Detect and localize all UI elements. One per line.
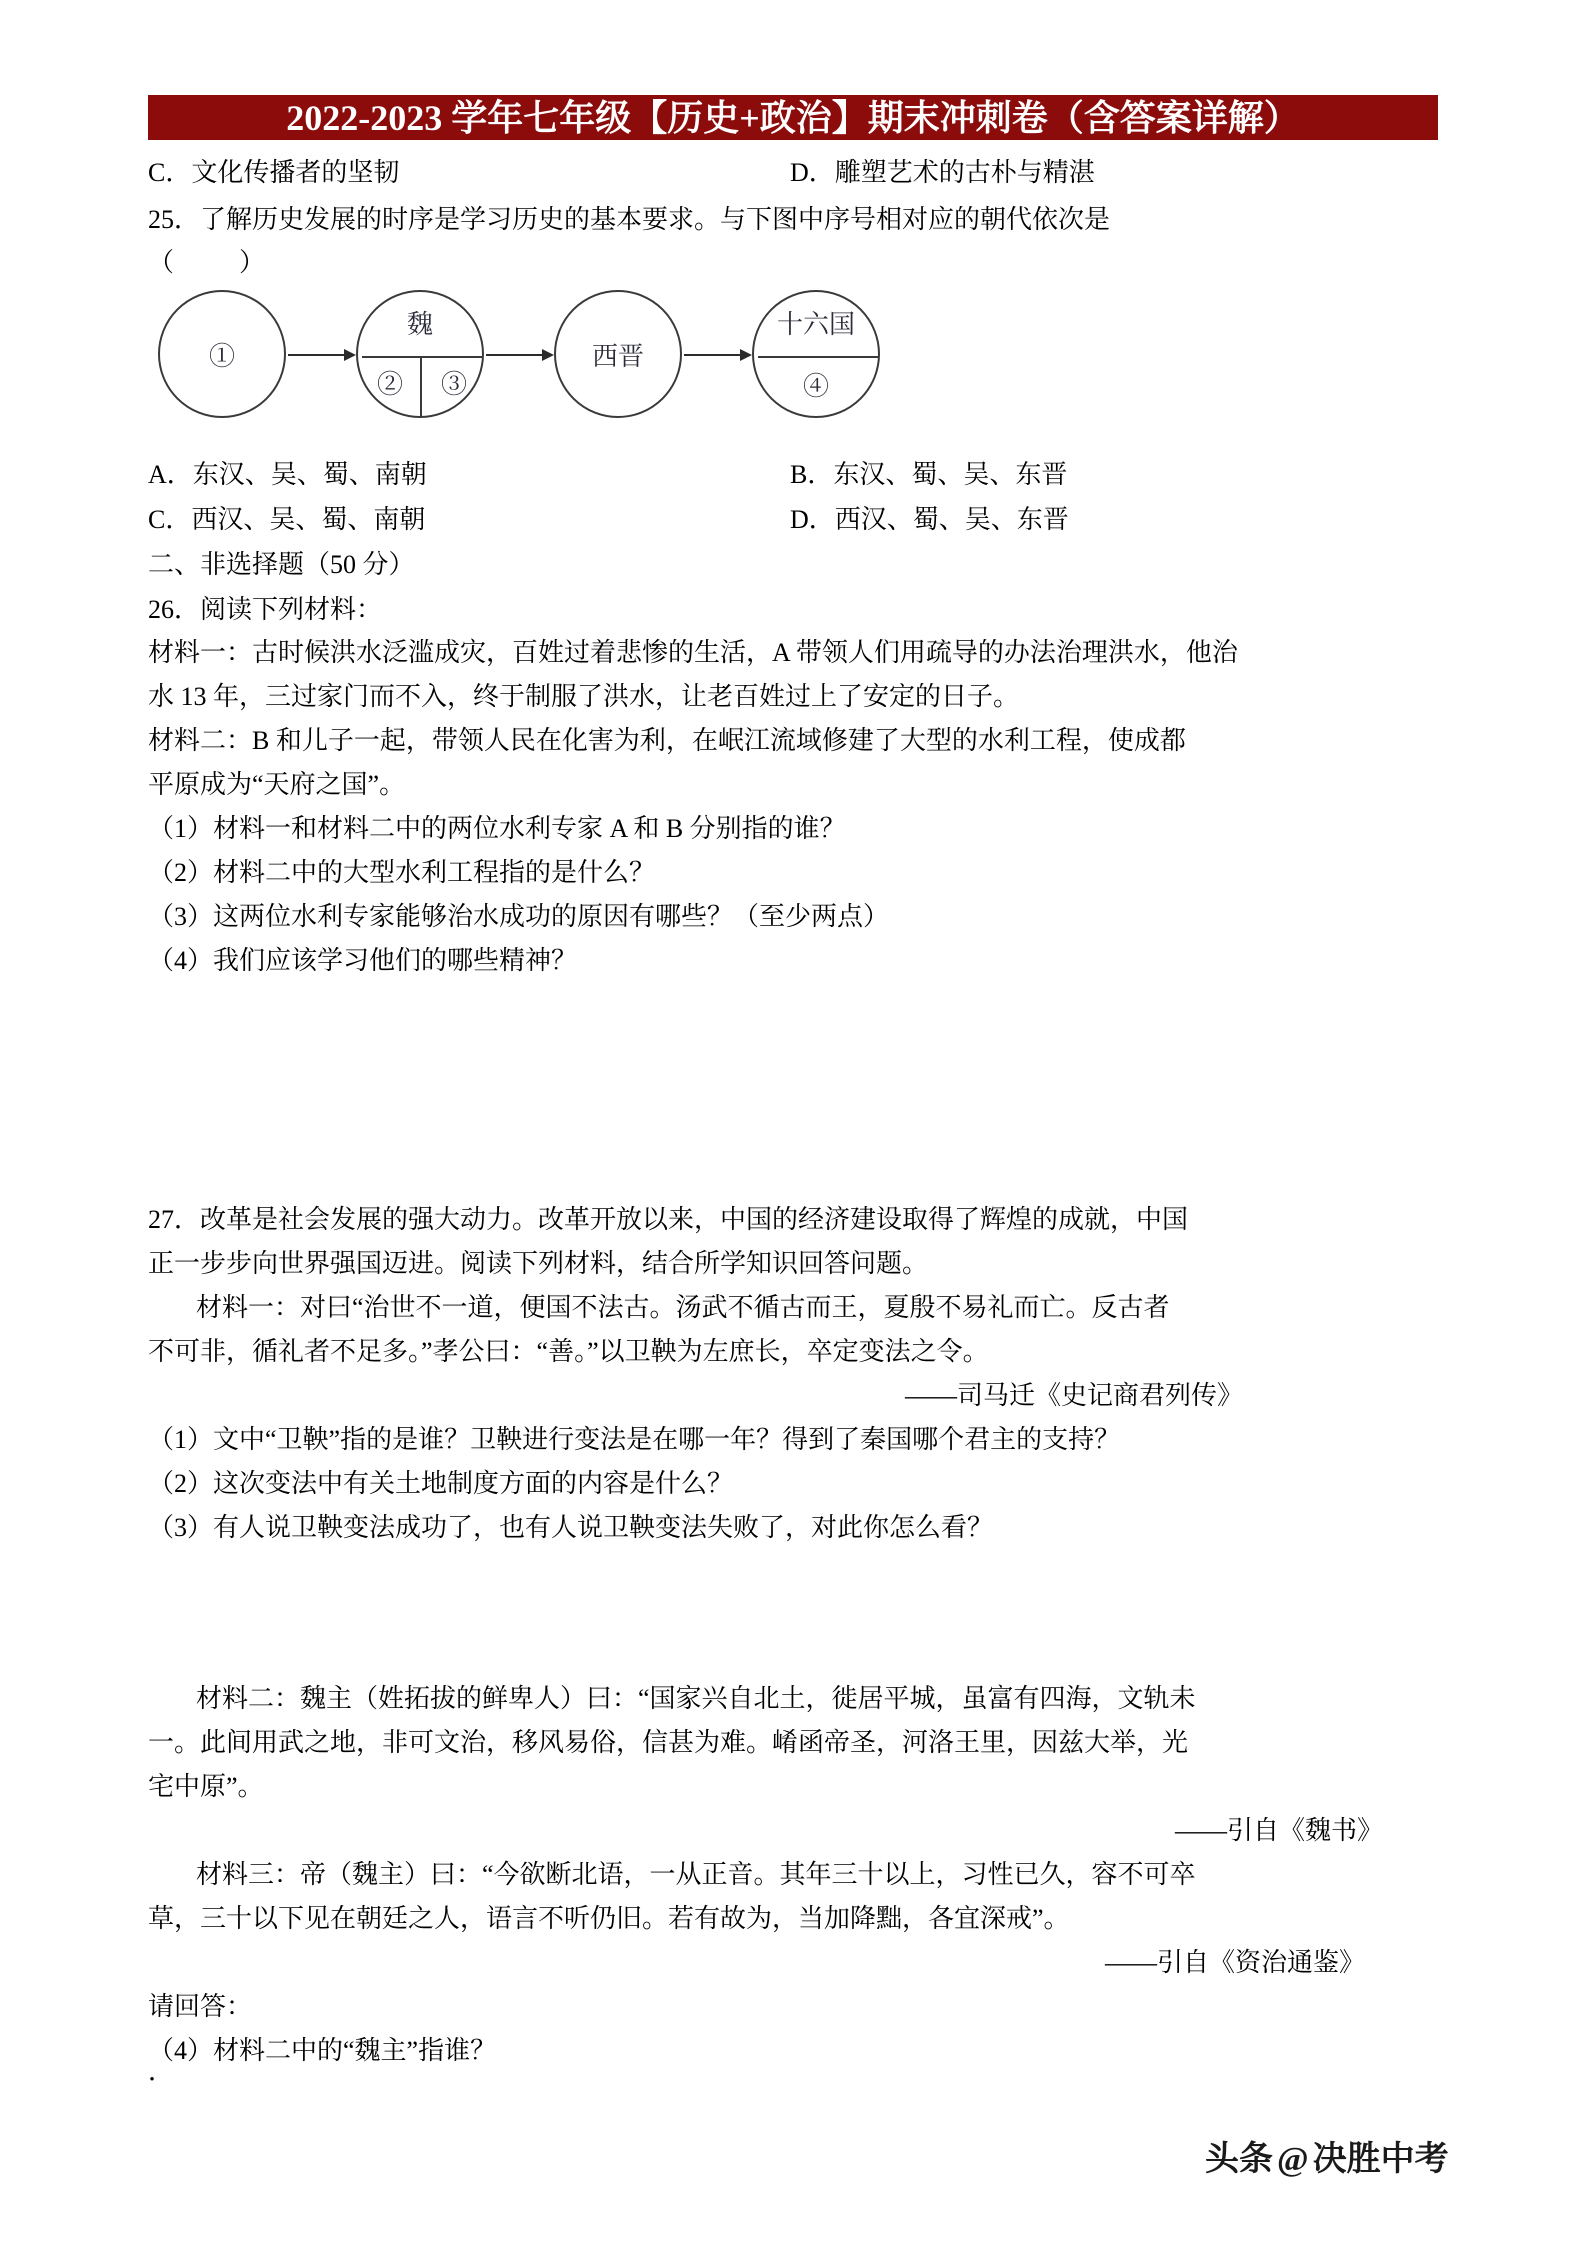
q27-material1-source: ——司马迁《史记商君列传》 <box>905 1381 1244 1410</box>
q26-question-1: （1）材料一和材料二中的两位水利专家 A 和 B 分别指的谁？ <box>148 814 846 843</box>
q27-question-1: （1）文中“卫鞅”指的是谁？卫鞅进行变法是在哪一年？得到了秦国哪个君主的支持？ <box>148 1425 1121 1454</box>
q27-material3-line1: 材料三：帝（魏主）曰：“今欲断北语，一从正音。其年三十以上，习性已久，容不可卒 <box>196 1860 1196 1889</box>
banner-title-text: 2022-2023 学年七年级【历史+政治】期末冲刺卷（含答案详解） <box>286 97 1300 138</box>
q26-material2-line1: 材料二：B 和儿子一起，带领人民在化害为利，在岷江流域修建了大型的水利工程，使成都 <box>148 726 1186 755</box>
q26-question-3: （3）这两位水利专家能够治水成功的原因有哪些？（至少两点） <box>148 902 890 931</box>
title-banner <box>148 95 1438 140</box>
q26-question-4: （4）我们应该学习他们的哪些精神？ <box>148 946 578 975</box>
diagram-circle-4 <box>752 290 880 418</box>
q27-stem-line1: 27．改革是社会发展的强大动力。改革开放以来，中国的经济建设取得了辉煌的成就，中国 <box>148 1205 1189 1234</box>
q25-answer-blank: （ ） <box>148 248 266 277</box>
q27-stem-line2: 正一步步向世界强国迈进。阅读下列材料，结合所学知识回答问题。 <box>148 1249 929 1278</box>
diagram-circle-4-top-label: 十六国 <box>776 310 855 339</box>
q26-stem: 26．阅读下列材料： <box>148 595 383 624</box>
diagram-arrow-1 <box>288 354 354 356</box>
diagram-arrow-2 <box>486 354 552 356</box>
q27-material2-line3: 宅中原”。 <box>148 1772 264 1801</box>
q25-option-a: A．东汉、吴、蜀、南朝 <box>148 460 427 489</box>
q27-material3-line2: 草，三十以下见在朝廷之人，语言不听仍旧。若有故为，当加降黜，各宜深戒”。 <box>148 1904 1070 1933</box>
diagram-circle-2-bottom-right-label: ③ <box>440 370 467 399</box>
q24-option-c: C．文化传播者的坚韧 <box>148 158 400 187</box>
watermark-platform-label: 头条 <box>1205 2141 1273 2178</box>
q26-material1-line1: 材料一：古时候洪水泛滥成灾，百姓过着悲惨的生活，A 带领人们用疏导的办法治理洪水，他治 <box>148 638 1238 667</box>
diagram-circle-4-bottom-label: ④ <box>802 372 829 401</box>
q24-option-d: D．雕塑艺术的古朴与精湛 <box>790 158 1095 187</box>
at-symbol-icon: @ <box>1277 2141 1309 2178</box>
diagram-circle-2-bottom-left-label: ② <box>376 370 403 399</box>
q26-material2-line2: 平原成为“天府之国”。 <box>148 770 406 799</box>
q27-material3-source: ——引自《资治通鉴》 <box>1105 1948 1366 1977</box>
q27-question-2: （2）这次变法中有关土地制度方面的内容是什么？ <box>148 1469 734 1498</box>
q27-question-3: （3）有人说卫鞅变法成功了，也有人说卫鞅变法失败了，对此你怎么看？ <box>148 1513 994 1542</box>
q27-question-4: （4）材料二中的“魏主”指谁？ <box>148 2036 497 2065</box>
q27-answer-prompt: 请回答： <box>148 1992 253 2021</box>
diagram-arrow-3 <box>684 354 750 356</box>
q25-option-b: B．东汉、蜀、吴、东晋 <box>790 460 1068 489</box>
q25-option-c: C．西汉、吴、蜀、南朝 <box>148 505 426 534</box>
diagram-circle-2 <box>356 290 484 418</box>
q26-material1-line2: 水 13 年，三过家门而不入，终于制服了洪水，让老百姓过上了安定的日子。 <box>148 682 1020 711</box>
stray-dot-mark: ． <box>148 2057 175 2086</box>
q27-material1-line2: 不可非，循礼者不足多。”孝公曰：“善。”以卫鞅为左庶长，卒定变法之令。 <box>148 1337 989 1366</box>
q27-material1-line1: 材料一：对曰“治世不一道，便国不法古。汤武不循古而王，夏殷不易礼而亡。反古者 <box>196 1293 1170 1322</box>
diagram-circle-3 <box>554 290 682 418</box>
q25-option-d: D．西汉、蜀、吴、东晋 <box>790 505 1069 534</box>
q27-material2-source: ——引自《魏书》 <box>1175 1816 1384 1845</box>
diagram-circle-1-label: ① <box>208 342 235 371</box>
q25-stem: 25．了解历史发展的时序是学习历史的基本要求。与下图中序号相对应的朝代依次是 <box>148 205 1111 234</box>
q27-material2-line2: 一。此间用武之地，非可文治，移风易俗，信甚为难。崤函帝圣，河洛王里，因兹大举，光 <box>148 1728 1189 1757</box>
q26-question-2: （2）材料二中的大型水利工程指的是什么？ <box>148 858 656 887</box>
diagram-circle-2-top-label: 魏 <box>406 310 433 339</box>
q27-material2-line1: 材料二：魏主（姓拓拔的鲜卑人）曰：“国家兴自北土，徙居平城，虽富有四海，文轨未 <box>196 1684 1196 1713</box>
diagram-circle-4-hdivider <box>758 356 878 358</box>
section2-heading: 二、非选择题（50 分） <box>148 550 415 579</box>
diagram-circle-3-label: 西晋 <box>591 342 644 371</box>
diagram-circle-2-hdivider <box>362 356 482 358</box>
diagram-circle-1 <box>158 290 286 418</box>
watermark-account-label: 决胜中考 <box>1312 2141 1449 2178</box>
dynasty-sequence-diagram <box>148 282 908 422</box>
watermark <box>1205 2138 1449 2182</box>
